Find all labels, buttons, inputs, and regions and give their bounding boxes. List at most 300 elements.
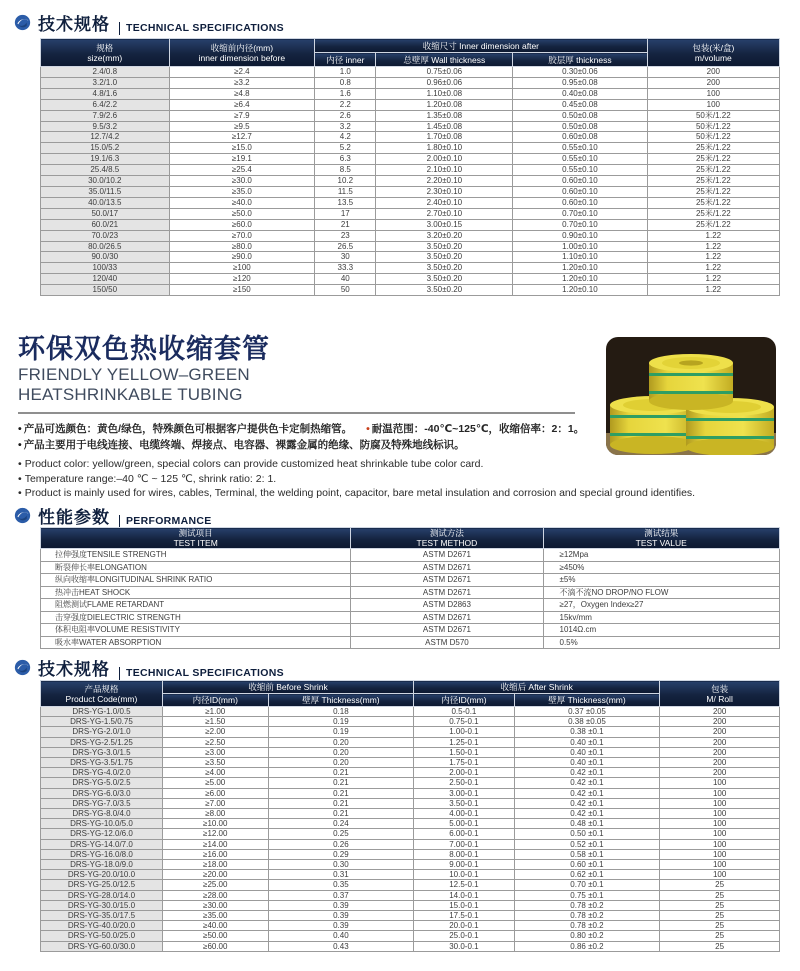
col-package: 包装 M/ Roll (660, 681, 780, 707)
table-cell: ≥100 (169, 263, 315, 274)
table-cell: 100/33 (41, 263, 170, 274)
table-cell: 100 (660, 860, 780, 870)
table-cell: 1.70±0.08 (376, 132, 513, 143)
table-cell: ≥80.0 (169, 241, 315, 252)
table-cell: ≥30.00 (162, 900, 268, 910)
table-cell: ≥7.9 (169, 110, 315, 121)
table-row (41, 921, 780, 931)
product-title-en-1: FRIENDLY YELLOW–GREEN (18, 365, 250, 384)
table-cell: 200 (660, 717, 780, 727)
table-row (41, 219, 780, 230)
table-cell: ASTM D2671 (351, 561, 543, 574)
table-row (41, 599, 780, 612)
table-cell: 25 (660, 931, 780, 941)
table-cell: 40 (315, 274, 376, 285)
table-row (41, 768, 780, 778)
table-row (41, 798, 780, 808)
table-cell: 0.78 ±0.2 (514, 911, 660, 921)
table-row (41, 176, 780, 187)
cn-bullet-1-text: 产品可选颜色：黄色/绿色，特殊颜色可根据客户提供色卡定制热缩管。 (23, 423, 353, 435)
table-row (41, 819, 780, 829)
table-cell: ≥8.00 (162, 809, 268, 819)
table-cell: 3.50±0.20 (376, 274, 513, 285)
table-cell: 2.00-0.1 (414, 768, 515, 778)
table-cell: 20.0-0.1 (414, 921, 515, 931)
table-cell: 90.0/30 (41, 252, 170, 263)
table-cell: DRS-YG-10.0/5.0 (41, 819, 163, 829)
table-row (41, 586, 780, 599)
table-row (41, 727, 780, 737)
table-cell: 12.7/4.2 (41, 132, 170, 143)
table-cell: 30 (315, 252, 376, 263)
col-test-item: 测试项目 TEST ITEM (41, 528, 351, 549)
col-before-thickness: 壁厚 Thickness(mm) (268, 694, 414, 707)
table-cell: 0.75 ±0.1 (514, 890, 660, 900)
table-cell: ASTM D2671 (351, 574, 543, 587)
table-cell: 0.42 ±0.1 (514, 788, 660, 798)
table-cell: 50米/1.22 (647, 132, 779, 143)
table-cell: 70.0/23 (41, 230, 170, 241)
section-header-spec2 (14, 655, 284, 680)
table-cell: 体积电阻率VOLUME RESISTIVITY (41, 624, 351, 637)
table-cell: 3.2 (315, 121, 376, 132)
table-cell: 0.18 (268, 707, 414, 717)
table-cell: 纵向收缩率LONGITUDINAL SHRINK RATIO (41, 574, 351, 587)
table-cell: 3.2/1.0 (41, 77, 170, 88)
table-row (41, 707, 780, 717)
section-title-en: TECHNICAL SPECIFICATIONS (119, 22, 284, 35)
table-cell: DRS-YG-35.0/17.5 (41, 911, 163, 921)
table-cell: ASTM D570 (351, 636, 543, 649)
table-cell: ≥1.50 (162, 717, 268, 727)
table-cell: 30.0-0.1 (414, 941, 515, 951)
table-cell: 1.20±0.10 (513, 285, 647, 296)
table-cell: 11.5 (315, 186, 376, 197)
en-bullet-3 (18, 487, 782, 501)
table-cell: ≥10.00 (162, 819, 268, 829)
table-cell: 3.50±0.20 (376, 263, 513, 274)
table-cell: DRS-YG-2.5/1.25 (41, 737, 163, 747)
col-wall-thickness: 总壁厚 Wall thickness (376, 53, 513, 67)
table-cell: 1.80±0.10 (376, 143, 513, 154)
table-cell: 2.20±0.10 (376, 176, 513, 187)
col-after-thickness: 壁厚 Thickness(mm) (514, 694, 660, 707)
table-cell: 0.70±0.10 (513, 208, 647, 219)
table-cell: 10.0-0.1 (414, 870, 515, 880)
table-cell: 50 (315, 285, 376, 296)
table-cell: 100 (660, 788, 780, 798)
table-cell: 4.8/1.6 (41, 88, 170, 99)
bullet-icon-red: • (366, 423, 370, 435)
table-cell: 25米/1.22 (647, 165, 779, 176)
table-cell: 25米/1.22 (647, 219, 779, 230)
table-cell: 100 (660, 849, 780, 859)
table-cell: 1.20±0.10 (513, 263, 647, 274)
table-row (41, 252, 780, 263)
table-cell: ≥25.4 (169, 165, 315, 176)
divider-line (18, 412, 575, 414)
table-cell: 2.40±0.10 (376, 197, 513, 208)
bullet-icon: • (18, 487, 22, 499)
table-cell: 0.31 (268, 870, 414, 880)
cn-bullet-line-2 (18, 437, 593, 453)
table-cell: 2.00±0.10 (376, 154, 513, 165)
table-cell: 200 (660, 727, 780, 737)
table-cell: 1.25-0.1 (414, 737, 515, 747)
col-product-code: 产品规格 Product Code(mm) (41, 681, 163, 707)
table-cell: ≥35.0 (169, 186, 315, 197)
col-test-value: 测试结果 TEST VALUE (543, 528, 780, 549)
table-cell: ASTM D2863 (351, 599, 543, 612)
table-row (41, 241, 780, 252)
table-cell: 0.5-0.1 (414, 707, 515, 717)
table-row (41, 931, 780, 941)
table-cell: 200 (660, 737, 780, 747)
en-bullet-2 (18, 473, 782, 487)
table-row (41, 870, 780, 880)
table-cell: 100 (660, 839, 780, 849)
table-row (41, 636, 780, 649)
table-cell: 0.21 (268, 798, 414, 808)
table-cell: ≥12Mpa (543, 549, 780, 562)
en-bullet-1 (18, 458, 782, 472)
table-cell: ≥50.00 (162, 931, 268, 941)
table-cell: 25米/1.22 (647, 176, 779, 187)
table-row (41, 99, 780, 110)
table-cell: 0.20 (268, 737, 414, 747)
table-cell: ≥25.00 (162, 880, 268, 890)
table-cell: ≥40.00 (162, 921, 268, 931)
table-cell: 2.2 (315, 99, 376, 110)
table-cell: ≥4.8 (169, 88, 315, 99)
table-cell: 0.86 ±0.2 (514, 941, 660, 951)
table-cell: 12.5-0.1 (414, 880, 515, 890)
table-cell: DRS-YG-7.0/3.5 (41, 798, 163, 808)
table-cell: 17.5-0.1 (414, 911, 515, 921)
table-cell: 6.3 (315, 154, 376, 165)
table-cell: 0.50 ±0.1 (514, 829, 660, 839)
table-cell: 0.39 (268, 900, 414, 910)
table-cell: 1.22 (647, 241, 779, 252)
table-row (41, 747, 780, 757)
spec-table-1-body (41, 67, 780, 296)
col-after-shrink-group: 收缩后 After Shrink (414, 681, 660, 694)
table-cell: 1.6 (315, 88, 376, 99)
table-cell: 2.70±0.10 (376, 208, 513, 219)
table-cell: 5.00-0.1 (414, 819, 515, 829)
table-cell: ASTM D2671 (351, 624, 543, 637)
table-cell: ≥120 (169, 274, 315, 285)
table-cell: DRS-YG-40.0/20.0 (41, 921, 163, 931)
table-cell: 50米/1.22 (647, 121, 779, 132)
table-cell: 23 (315, 230, 376, 241)
table-cell: 150/50 (41, 285, 170, 296)
table-row (41, 561, 780, 574)
table-cell: DRS-YG-6.0/3.0 (41, 788, 163, 798)
table-cell: 200 (647, 77, 779, 88)
table-cell: 1.50-0.1 (414, 747, 515, 757)
table-cell: ≥60.0 (169, 219, 315, 230)
table-cell: ≥90.0 (169, 252, 315, 263)
col-before-id: 内径ID(mm) (162, 694, 268, 707)
cn-bullet-line-1 (18, 421, 593, 437)
table-cell: DRS-YG-3.5/1.75 (41, 758, 163, 768)
table-cell: 2.30±0.10 (376, 186, 513, 197)
table-cell: 1.75-0.1 (414, 758, 515, 768)
table-cell: 15.0/5.2 (41, 143, 170, 154)
table-cell: 5.2 (315, 143, 376, 154)
section-title-cn: 技术规格 (38, 660, 110, 679)
table-row (41, 88, 780, 99)
table-cell: 0.50±0.08 (513, 110, 647, 121)
table-cell: 9.5/3.2 (41, 121, 170, 132)
table-cell: DRS-YG-8.0/4.0 (41, 809, 163, 819)
table-cell: ≥450% (543, 561, 780, 574)
table-cell: 19.1/6.3 (41, 154, 170, 165)
bullet-icon: • (18, 423, 22, 435)
table-cell: 0.37 ±0.05 (514, 707, 660, 717)
table-cell: 15kv/mm (543, 611, 780, 624)
table-cell: 4.2 (315, 132, 376, 143)
table-cell: 25 (660, 880, 780, 890)
table-cell: 0.58 ±0.1 (514, 849, 660, 859)
table-row (41, 574, 780, 587)
table-cell: ≥9.5 (169, 121, 315, 132)
table-cell: ≥15.0 (169, 143, 315, 154)
table-cell: DRS-YG-2.0/1.0 (41, 727, 163, 737)
spec-table-2-body (41, 707, 780, 952)
table-row (41, 839, 780, 849)
table-cell: 25 (660, 921, 780, 931)
table-cell: ≥60.00 (162, 941, 268, 951)
en-bullet-3-text: Product is mainly used for wires, cables, Terminal, the welding point, capacitor, bare metal insulation and corrosion and special ground identifies. (24, 487, 696, 499)
table-cell: ≥6.00 (162, 788, 268, 798)
section-title-cn: 技术规格 (38, 15, 110, 34)
table-cell: 0.60±0.10 (513, 186, 647, 197)
table-cell: 0.60 ±0.1 (514, 860, 660, 870)
table-cell: 0.37 (268, 890, 414, 900)
table-cell: ≥40.0 (169, 197, 315, 208)
table-cell: 2.6 (315, 110, 376, 121)
table-cell: 0.8 (315, 77, 376, 88)
table-cell: 0.48 ±0.1 (514, 819, 660, 829)
table-cell: 100 (647, 88, 779, 99)
table-cell: 8.5 (315, 165, 376, 176)
table-row (41, 911, 780, 921)
table-cell: 1.10±0.10 (513, 252, 647, 263)
table-cell: 3.20±0.20 (376, 230, 513, 241)
table-cell: 15.0-0.1 (414, 900, 515, 910)
table-row (41, 611, 780, 624)
table-cell: 40.0/13.5 (41, 197, 170, 208)
table-cell: 0.24 (268, 819, 414, 829)
table-cell: ≥1.00 (162, 707, 268, 717)
col-before: 收缩前内径(mm) inner dimension before (169, 39, 315, 67)
table-cell: ≥2.00 (162, 727, 268, 737)
table-cell: 0.21 (268, 768, 414, 778)
col-after-id: 内径ID(mm) (414, 694, 515, 707)
col-size: 规格 size(mm) (41, 39, 170, 67)
table-cell: 0.38 ±0.1 (514, 727, 660, 737)
table-cell: DRS-YG-1.5/0.75 (41, 717, 163, 727)
table-cell: 10.2 (315, 176, 376, 187)
table-cell: 0.19 (268, 717, 414, 727)
table-cell: ≥3.50 (162, 758, 268, 768)
tubing-roll-top (649, 354, 733, 410)
table-cell: 热冲击HEAT SHOCK (41, 586, 351, 599)
table-cell: 0.42 ±0.1 (514, 778, 660, 788)
cn-bullet-1b-text: 耐温范围：-40℃~125℃，收缩倍率：2：1。 (371, 423, 585, 435)
table-cell: ASTM D2671 (351, 611, 543, 624)
table-cell: 0.30 (268, 860, 414, 870)
table-cell: 0.39 (268, 921, 414, 931)
table-cell: 9.00-0.1 (414, 860, 515, 870)
table-cell: 断裂伸长率ELONGATION (41, 561, 351, 574)
table-cell: ≥14.00 (162, 839, 268, 849)
table-row (41, 900, 780, 910)
table-cell: 200 (660, 758, 780, 768)
table-cell: 0.75-0.1 (414, 717, 515, 727)
cn-bullet-2-text: 产品主要用于电线连接、电缆终端、焊接点、电容器、裸露金属的绝缘、防腐及特殊地线标识。 (23, 439, 465, 451)
table-cell: 1.0 (315, 67, 376, 78)
table-row (41, 880, 780, 890)
table-cell: 0.50±0.08 (513, 121, 647, 132)
table-cell: 1.00±0.10 (513, 241, 647, 252)
section-title-cn: 性能参数 (38, 508, 110, 527)
table-cell: 7.00-0.1 (414, 839, 515, 849)
table-row (41, 758, 780, 768)
table-cell: 25米/1.22 (647, 154, 779, 165)
table-cell: 0.30±0.06 (513, 67, 647, 78)
table-cell: 0.40 ±0.1 (514, 737, 660, 747)
table-cell: 0.60±0.10 (513, 197, 647, 208)
bullet-icon: • (18, 472, 22, 485)
table-cell: ≥70.0 (169, 230, 315, 241)
table-cell: 100 (660, 809, 780, 819)
spec-table-2 (40, 680, 780, 952)
table-cell: 25米/1.22 (647, 143, 779, 154)
table-cell: DRS-YG-18.0/9.0 (41, 860, 163, 870)
table-cell: 50.0/17 (41, 208, 170, 219)
table-cell: ≥5.00 (162, 778, 268, 788)
table-cell: 1.22 (647, 263, 779, 274)
table-cell: ≥150 (169, 285, 315, 296)
table-cell: 0.70±0.10 (513, 219, 647, 230)
table-cell: 33.3 (315, 263, 376, 274)
table-cell: ASTM D2671 (351, 549, 543, 562)
product-section (18, 333, 782, 501)
product-title-en-2: HEATSHRINKABLE TUBING (18, 385, 243, 404)
table-cell: DRS-YG-50.0/25.0 (41, 931, 163, 941)
table-cell: DRS-YG-5.0/2.5 (41, 778, 163, 788)
table-cell: ≥16.00 (162, 849, 268, 859)
table-cell: 25 (660, 941, 780, 951)
spec-table-1 (40, 38, 780, 296)
table-cell: ±5% (543, 574, 780, 587)
table-cell: 100 (647, 99, 779, 110)
table-cell: DRS-YG-14.0/7.0 (41, 839, 163, 849)
table-cell: 200 (660, 707, 780, 717)
table-cell: 1.22 (647, 230, 779, 241)
table-cell: ≥50.0 (169, 208, 315, 219)
table-row (41, 849, 780, 859)
table-row (41, 778, 780, 788)
table-cell: 60.0/21 (41, 219, 170, 230)
product-photo-tubing-rolls (606, 337, 776, 455)
table-row (41, 549, 780, 562)
table-cell: 100 (660, 829, 780, 839)
table-cell: 13.5 (315, 197, 376, 208)
table-row (41, 230, 780, 241)
table-row (41, 154, 780, 165)
table-cell: 25.0-0.1 (414, 931, 515, 941)
table-cell: 0.25 (268, 829, 414, 839)
table-cell: 2.4/0.8 (41, 67, 170, 78)
col-glue-thickness: 胶层厚 thickness (513, 53, 647, 67)
table-cell: 0.35 (268, 880, 414, 890)
table-row (41, 890, 780, 900)
table-cell: 0.21 (268, 809, 414, 819)
table-cell: 1.35±0.08 (376, 110, 513, 121)
table-cell: 25.4/8.5 (41, 165, 170, 176)
table-row (41, 143, 780, 154)
table-cell: ≥3.00 (162, 747, 268, 757)
table-row (41, 624, 780, 637)
table-cell: 0.75±0.06 (376, 67, 513, 78)
table-cell: ≥2.4 (169, 67, 315, 78)
table-row (41, 132, 780, 143)
table-cell: 0.29 (268, 849, 414, 859)
table-cell: 0.40 ±0.1 (514, 747, 660, 757)
arrow-circle-icon (14, 14, 31, 31)
table-cell: 0.20 (268, 747, 414, 757)
table-cell: 2.10±0.10 (376, 165, 513, 176)
table-cell: ≥18.00 (162, 860, 268, 870)
table-cell: 0.20 (268, 758, 414, 768)
table-cell: 0.60±0.10 (513, 176, 647, 187)
table-cell: 1.20±0.10 (513, 274, 647, 285)
section-header-spec1 (14, 10, 284, 35)
col-before-shrink-group: 收缩前 Before Shrink (162, 681, 413, 694)
section-title-en: PERFORMANCE (119, 515, 212, 528)
table-row (41, 274, 780, 285)
table-cell: 25米/1.22 (647, 208, 779, 219)
table-cell: 0.43 (268, 941, 414, 951)
table-cell: 21 (315, 219, 376, 230)
table-row (41, 67, 780, 78)
table-cell: 0.80 ±0.2 (514, 931, 660, 941)
table-row (41, 737, 780, 747)
table-cell: 4.00-0.1 (414, 809, 515, 819)
table-cell: 1.45±0.08 (376, 121, 513, 132)
table-cell: 17 (315, 208, 376, 219)
table-row (41, 788, 780, 798)
table-cell: ≥6.4 (169, 99, 315, 110)
table-cell: ≥20.00 (162, 870, 268, 880)
table-cell: 80.0/26.5 (41, 241, 170, 252)
table-cell: ≥4.00 (162, 768, 268, 778)
table-cell: 击穿强度DIELECTRIC STRENGTH (41, 611, 351, 624)
en-bullet-1-text: Product color: yellow/green, special colors can provide customized heat shrinkable tube color card. (24, 458, 484, 470)
product-title-cn: 环保双色热收缩套管 (18, 334, 270, 364)
table-cell: 200 (660, 768, 780, 778)
table-cell: 0.40 (268, 931, 414, 941)
performance-table-body (41, 549, 780, 649)
table-cell: DRS-YG-12.0/6.0 (41, 829, 163, 839)
table-row (41, 285, 780, 296)
table-cell: 0.55±0.10 (513, 165, 647, 176)
table-cell: 2.50-0.1 (414, 778, 515, 788)
